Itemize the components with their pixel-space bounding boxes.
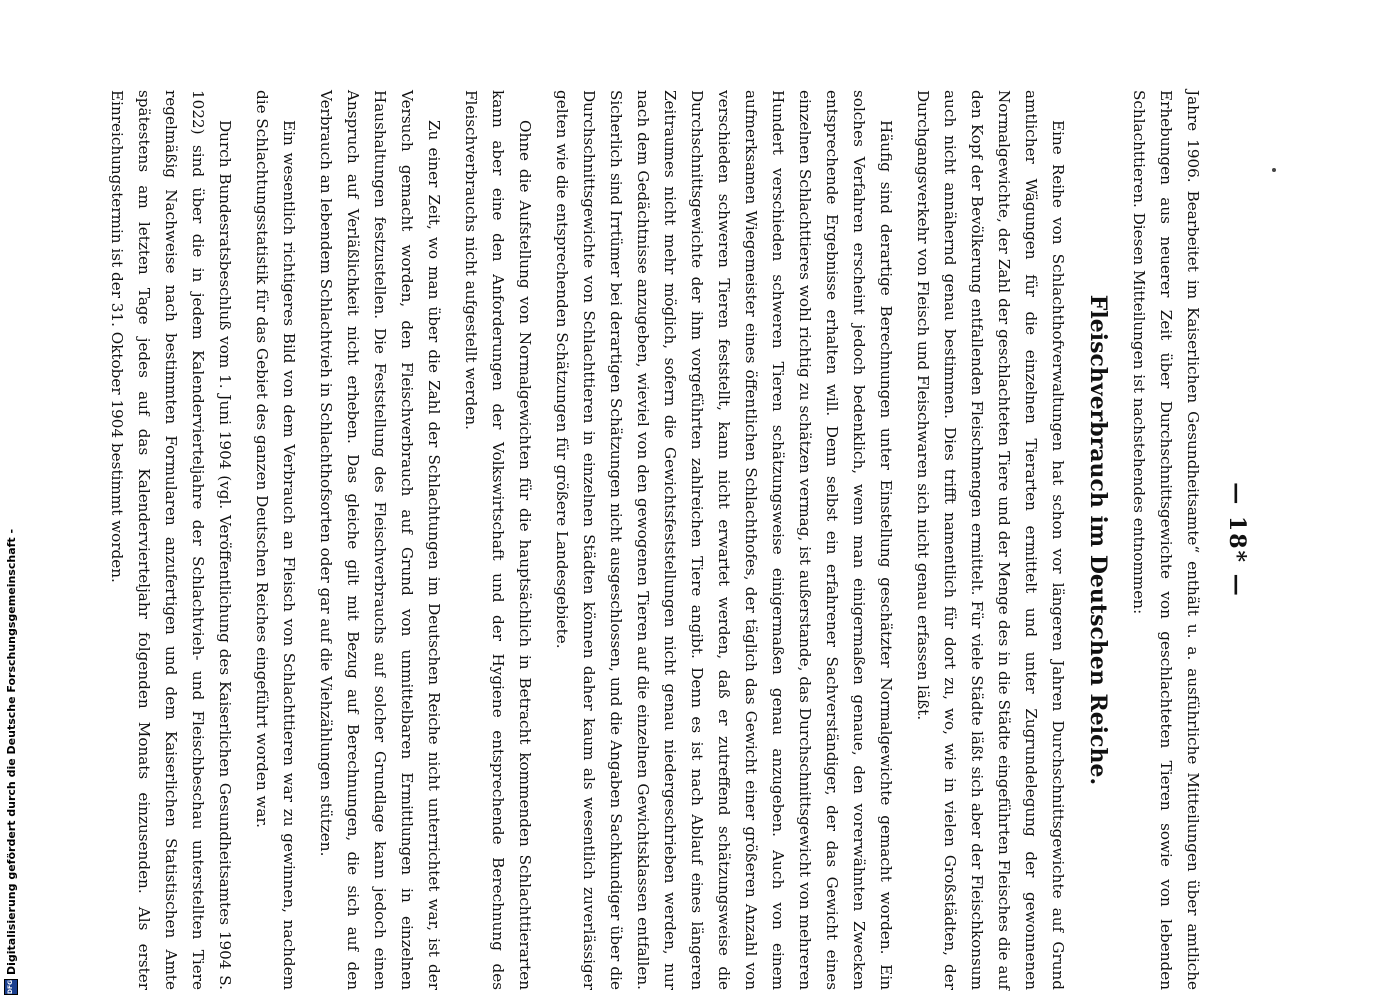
body-paragraph-2: Häufig sind derartige Berechnungen unter Einstellung geschätzter Normalgewichte gemacht worden. Ein solches Verfahren erscheint jedoch bedenklich, wenn man einigermaßen genaue, den vorerwähnten Zwecken entsprechende Ergebnisse erhalten will. Denn selbst ein erfahrener Sachverständiger, der das Gewicht eines einzelnen Schlachttieres wohl richtig zu schätzen vermag, ist außerstande, das Durchschnittsgewicht von mehreren Hundert verschieden schweren Tieren schätzungsweise einigermaßen genau anzugeben. Auch von einem aufmerksamen Wiegemeister eines öffentlichen Schlachthofes, der täglich das Gewicht einer größeren Anzahl von verschieden schweren Tieren feststellt, kann nicht erwartet werden, daß er zutreffend schätzungsweise die Durchschnittsgewichte der ihm vorgeführten zahlreichen Tiere angibt. Denn es ist nach Ablauf eines längeren Zeitraumes nicht mehr möglich, sofern die Gewichtsfeststellungen nicht genau niedergeschrieben werden, nur nach dem Gedächtnisse anzugeben, wieviel von den gewogenen Tieren auf die einzelnen Gewichtsklassen entfallen. Sicherlich sind Irrtümer bei derartigen Schätzungen nicht ausgeschlossen, und die Angaben Sachkundiger über die Durchschnittsgewichte von Schlachttieren in einzelnen Städten können daher kaum als wesentlich zuverlässiger gelten wie die entsprechenden Schätzungen für größere Landesgebiete.	[553, 90, 895, 990]
document-page	[108, 90, 1250, 990]
body-paragraph-4: Zu einer Zeit, wo man über die Zahl der Schlachtungen im Deutschen Reiche nicht unterrichtet war, ist der Versuch gemacht worden, den Fleischverbrauch auf Grund von unmittelbaren Ermittlungen in einzelnen Haushaltungen festzustellen. Die Feststellung des Fleischverbrauchs auf solcher Grundlage kann jedoch einen Anspruch auf Verläßlichkeit nicht erheben. Das gleiche gilt mit Bezug auf Berechnungen, die sich auf den Verbrauch an lebendem Schlachtvieh in Schlachthofsorten oder gar auf die Viehzählungen stützen.	[317, 90, 443, 990]
section-heading: Fleischverbrauch im Deutschen Reiche.	[1085, 294, 1111, 786]
page-number: — 18* —	[1224, 482, 1250, 598]
body-paragraph-3: Ohne die Aufstellung von Normalgewichten für die hauptsächlich in Betracht kommenden Schlachttierarten kann aber eine den Anforderungen der Volkswirtschaft und der Hygiene entsprechende Berechnung des Fleischverbrauchs nicht aufgestellt werden.	[462, 90, 534, 990]
body-paragraph-1: Eine Reihe von Schlachthofverwaltungen hat schon vor längeren Jahren Durchschnittsgewichte auf Grund amtlicher Wägungen für die einzelnen Tierarten ermittelt und unter Zugrundelegung der gewonnenen Normalgewichte, der Zahl der geschlachteten Tiere und der Menge des in die Städte eingeführten Fleisches die auf den Kopf der Bevölkerung entfallenden Fleischmengen ermittelt. Für viele Städte läßt sich aber der Fleischkonsum auch nicht annähernd genau bestimmen. Dies trifft namentlich für dort zu, wo, wie in vielen Großstädten, der Durchgangsverkehr von Fleisch und Fleischwaren sich nicht genau erfassen läßt.	[914, 90, 1067, 990]
credit-text: Digitalisierung gefördert durch die Deutsche Forschungsgemeinschaft -	[4, 528, 18, 975]
scan-speck	[1272, 168, 1276, 172]
intro-paragraph: Jahre 1906. Bearbeitet im Kaiserlichen Gesundheitsamte“ enthält u. a. ausführliche Mitteilungen über amtliche Erhebungen aus neuerer Zeit über Durchschnittsgewichte von geschlachteten Tieren sowie von lebenden Schlachttieren. Diesen Mitteilungen ist nachstehendes entnommen:	[1130, 90, 1202, 990]
dfg-logo: DFG	[4, 979, 18, 995]
digitization-credit	[2, 5, 20, 995]
body-paragraph-6: Durch Bundesratsbeschluß vom 1. Juni 1904 (vgl. Veröffentlichung des Kaiserlichen Gesundheitsamtes 1904 S. 1022) sind über die in jedem Kalendervierteljahre der Schlachtvieh- und Fleischbeschau unterstellten Tiere regelmäßig Nachweise nach bestimmten Formularen anzufertigen und dem Kaiserlichen Statistischen Amte spätestens am letzten Tage jedes auf das Kalendervierteljahr folgenden Monats einzusenden. Als erster Einreichungstermin ist der 31. Oktober 1904 bestimmt worden.	[108, 90, 234, 990]
body-paragraph-5: Ein wesentlich richtigeres Bild von dem Verbrauch an Fleisch von Schlachttieren war zu gewinnen, nachdem die Schlachtungsstatistik für das Gebiet des ganzen Deutschen Reiches eingeführt worden war.	[253, 90, 298, 990]
